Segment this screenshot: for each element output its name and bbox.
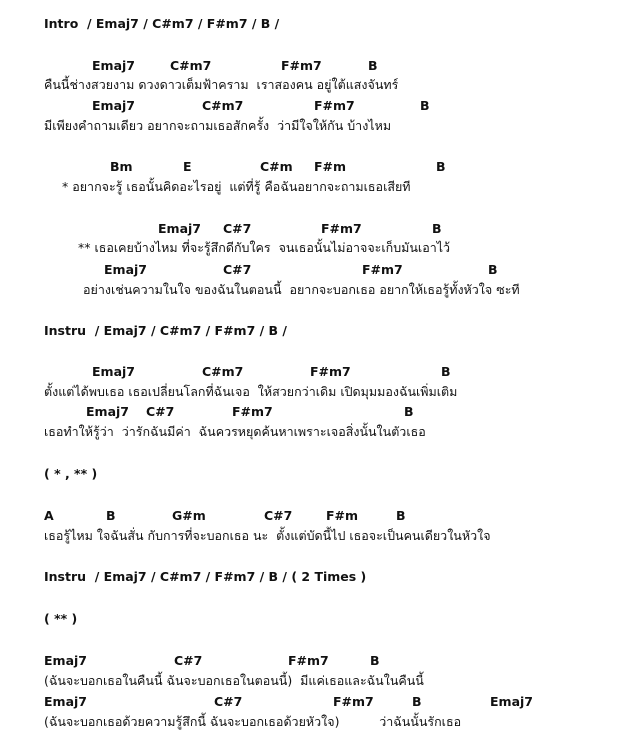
lyric-line: เธอรู้ไหม ใจฉันสั่น กับการที่จะบอกเธอ นะ ตั้งแต่บัดนี้ไป เธอจะเป็นคนเดียวในหัวใจ	[44, 528, 491, 543]
chord-label: Emaj7	[158, 221, 201, 236]
chord-label: F#m7	[321, 221, 362, 236]
lyric-line: (ฉันจะบอกเธอด้วยความรู้สึกนี้ ฉันจะบอกเธอด้วยหัวใจ) ว่าฉันนั้นรักเธอ	[44, 714, 462, 729]
chord-label: Emaj7	[44, 694, 87, 709]
chord-label: C#m7	[170, 58, 212, 73]
chord-label: Emaj7	[92, 98, 135, 113]
chord-label: C#7	[174, 653, 203, 668]
lyric-line: ** เธอเคยบ้างไหม ที่จะรู้สึกดีกับใคร จนเธอนั้นไม่อาจจะเก็บมันเอาไว้	[78, 240, 451, 255]
repeat-marker: ( * , ** )	[44, 466, 98, 481]
lyric-line: มีเพียงคำถามเดียว อยากจะถามเธอสักครั้ง ว่ามีใจให้กัน บ้างไหม	[44, 118, 392, 133]
chord-label: Emaj7	[86, 404, 129, 419]
chord-label: B	[441, 364, 451, 379]
chord-label: F#m7	[314, 98, 355, 113]
chord-label: C#m7	[202, 364, 244, 379]
chord-label: C#7	[146, 404, 175, 419]
chord-label: B	[106, 508, 116, 523]
chord-label: A	[44, 508, 54, 523]
chord-label: C#7	[214, 694, 243, 709]
lyric-line: คืนนี้ช่างสวยงาม ดวงดาวเต็มฟ้าคราม เราสองคน อยู่ใต้แสงจันทร์	[44, 77, 399, 92]
chord-label: Emaj7	[104, 262, 147, 277]
chord-label: F#m7	[281, 58, 322, 73]
instrumental-line: Instru / Emaj7 / C#m7 / F#m7 / B / ( 2 Times )	[44, 569, 367, 584]
chord-label: C#7	[223, 262, 252, 277]
lyric-line: ตั้งแต่ได้พบเธอ เธอเปลี่ยนโลกที่ฉันเจอ ให้สวยกว่าเดิม เปิดมุมมองฉันเพิ่มเติม	[44, 384, 458, 399]
chord-label: B	[412, 694, 422, 709]
chord-label: F#m	[326, 508, 359, 523]
chord-label: Bm	[110, 159, 133, 174]
chord-label: Emaj7	[490, 694, 533, 709]
chord-label: Emaj7	[44, 653, 87, 668]
chord-label: B	[488, 262, 498, 277]
chord-label: B	[436, 159, 446, 174]
chord-label: B	[404, 404, 414, 419]
chord-label: F#m7	[362, 262, 403, 277]
chord-label: B	[368, 58, 378, 73]
chord-label: B	[420, 98, 430, 113]
chord-label: G#m	[172, 508, 206, 523]
chord-label: B	[432, 221, 442, 236]
chord-label: C#m7	[202, 98, 244, 113]
instrumental-line: Instru / Emaj7 / C#m7 / F#m7 / B /	[44, 323, 287, 338]
chord-label: B	[396, 508, 406, 523]
chord-label: F#m	[314, 159, 347, 174]
lyric-line: * อยากจะรู้ เธอนั้นคิดอะไรอยู่ แต่ที่รู้ คือฉันอยากจะถามเธอเสียที	[62, 179, 411, 194]
lyric-line: เธอทำให้รู้ว่า ว่ารักฉันมีค่า ฉันควรหยุดค้นหาเพราะเจอสิ่งนั้นในตัวเธอ	[44, 424, 426, 439]
chord-label: C#m	[260, 159, 293, 174]
chord-label: F#m7	[333, 694, 374, 709]
chord-label: C#7	[264, 508, 293, 523]
chord-label: Emaj7	[92, 364, 135, 379]
chord-label: F#m7	[232, 404, 273, 419]
repeat-marker: ( ** )	[44, 611, 78, 626]
chord-label: Emaj7	[92, 58, 135, 73]
chord-label: F#m7	[288, 653, 329, 668]
lyric-line: (ฉันจะบอกเธอในคืนนี้ ฉันจะบอกเธอในตอนนี้) มีแค่เธอและฉันในคืนนี้	[44, 673, 424, 688]
intro-line: Intro / Emaj7 / C#m7 / F#m7 / B /	[44, 16, 280, 31]
chord-label: B	[370, 653, 380, 668]
chord-label: F#m7	[310, 364, 351, 379]
chord-label: C#7	[223, 221, 252, 236]
lyric-line: อย่างเช่นความในใจ ของฉันในตอนนี้ อยากจะบอกเธอ อยากให้เธอรู้ทั้งหัวใจ ซะที	[83, 282, 520, 297]
chord-label: E	[183, 159, 192, 174]
